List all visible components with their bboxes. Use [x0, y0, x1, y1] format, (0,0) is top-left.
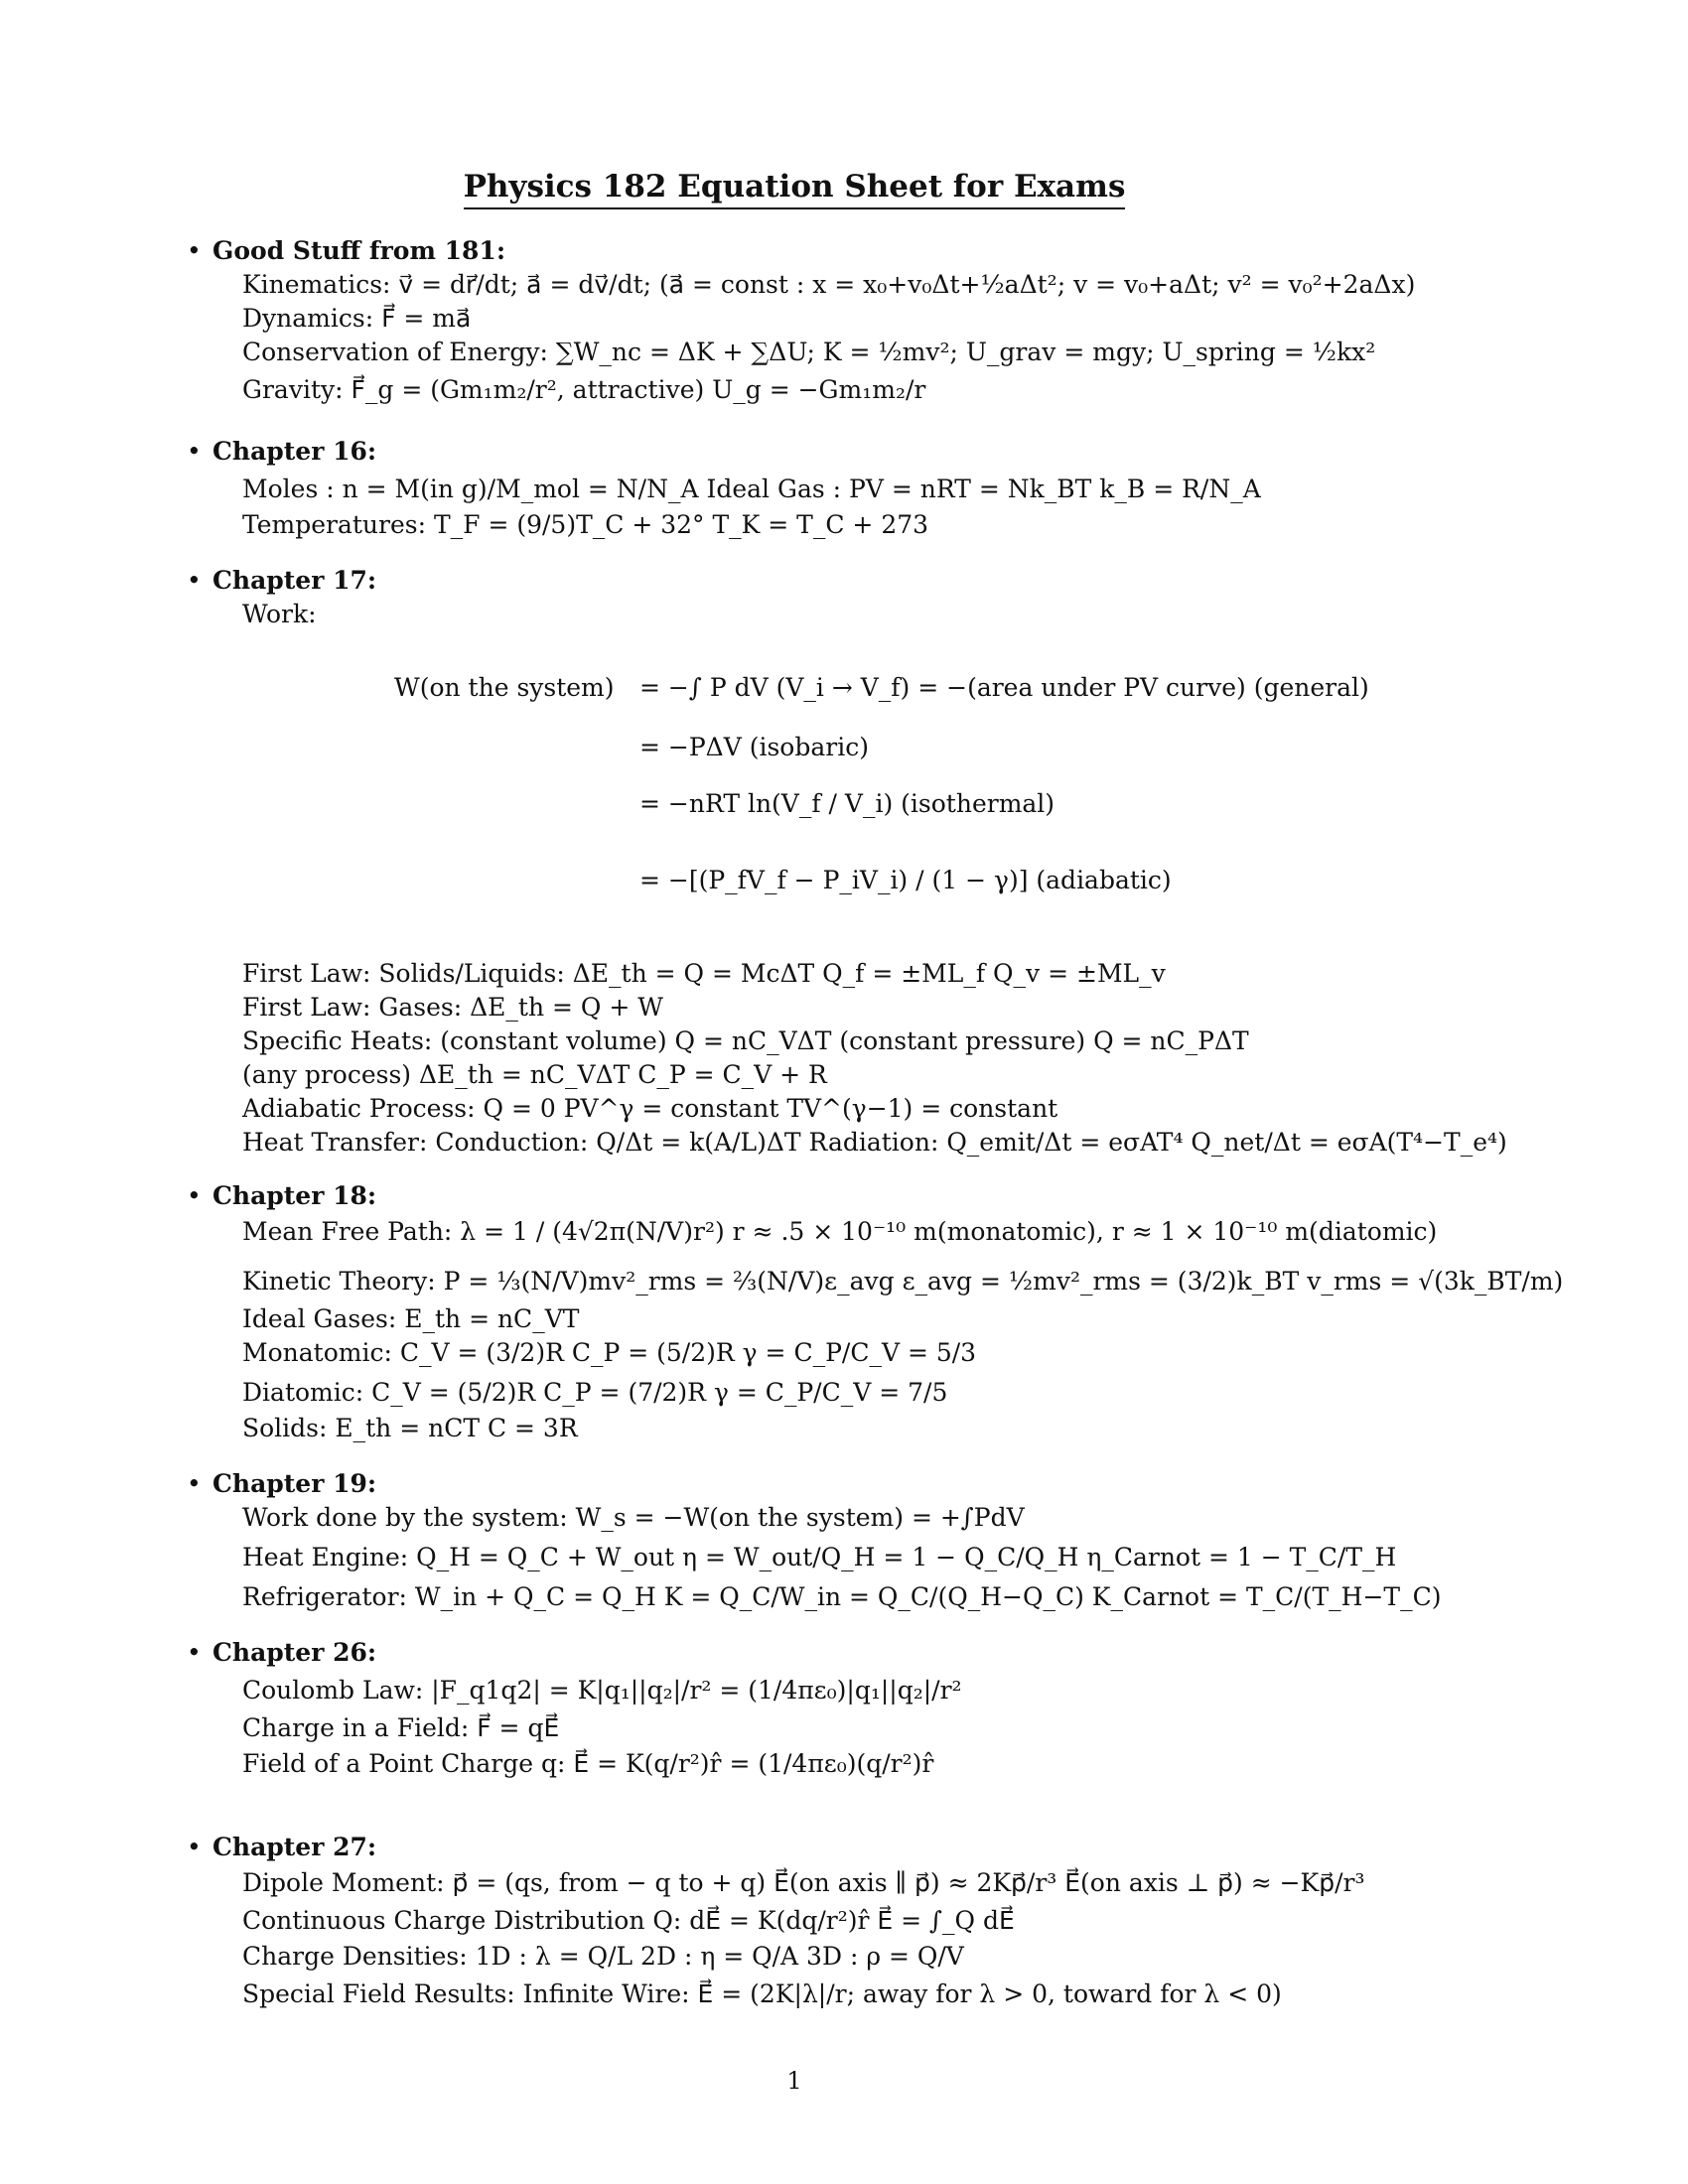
section-heading-26: • Chapter 26: — [212, 1638, 376, 1667]
work-row-isobaric: = −PΔV (isobaric) — [639, 733, 869, 761]
heat-engine-line: Heat Engine: Q_H = Q_C + W_out η = W_out/Q_H = 1 − Q_C/Q_H η_Carnot = 1 − T_C/T_H — [242, 1543, 1397, 1571]
section-heading-18: • Chapter 18: — [212, 1181, 376, 1210]
work-lhs: W(on the system) — [394, 673, 615, 702]
section-heading-181: • Good Stuff from 181: — [212, 236, 505, 265]
charge-in-field-line: Charge in a Field: F⃗ = qE⃗ — [242, 1713, 560, 1742]
special-field-results-line: Special Field Results: Infinite Wire: E⃗ = (2K|λ|/r; away for λ > 0, toward for λ < 0) — [242, 1979, 1282, 2008]
moles-line: Moles : n = M(in g)/M_mol = N/N_A Ideal Gas : PV = nRT = Nk_BT k_B = R/N_A — [242, 475, 1261, 503]
adiabatic-process-line: Adiabatic Process: Q = 0 PV^γ = constant TV^(γ−1) = constant — [242, 1094, 1058, 1123]
work-row-isothermal: = −nRT ln(V_f / V_i) (isothermal) — [639, 789, 1055, 818]
work-row-adiabatic: = −[(P_fV_f − P_iV_i) / (1 − γ)] (adiabatic) — [639, 866, 1172, 894]
work-label: Work: — [242, 600, 317, 628]
gravity-line: Gravity: F⃗_g = (Gm₁m₂/r², attractive) U_g = −Gm₁m₂/r — [242, 375, 926, 404]
first-law-solids-line: First Law: Solids/Liquids: ΔE_th = Q = McΔT Q_f = ±ML_f Q_v = ±ML_v — [242, 959, 1166, 988]
ideal-gases-line: Ideal Gases: E_th = nC_VT — [242, 1304, 580, 1333]
work-by-system-line: Work done by the system: W_s = −W(on the system) = +∫PdV — [242, 1503, 1025, 1532]
work-row-general: = −∫ P dV (V_i → V_f) = −(area under PV curve) (general) — [639, 673, 1369, 702]
page-number: 1 — [786, 2067, 802, 2095]
continuous-charge-line: Continuous Charge Distribution Q: dE⃗ = K(dq/r²)r̂ E⃗ = ∫_Q dE⃗ — [242, 1906, 1015, 1935]
specific-heats-line-2: (any process) ΔE_th = nC_VΔT C_P = C_V + R — [242, 1060, 827, 1089]
point-charge-field-line: Field of a Point Charge q: E⃗ = K(q/r²)r̂ = (1/4πε₀)(q/r²)r̂ — [242, 1749, 934, 1778]
refrigerator-line: Refrigerator: W_in + Q_C = Q_H K = Q_C/W_in = Q_C/(Q_H−Q_C) K_Carnot = T_C/(T_H−T_C) — [242, 1582, 1442, 1611]
section-heading-19: • Chapter 19: — [212, 1469, 376, 1498]
section-heading-17: • Chapter 17: — [212, 566, 376, 595]
heat-transfer-line: Heat Transfer: Conduction: Q/Δt = k(A/L)ΔT Radiation: Q_emit/Δt = eσAT⁴ Q_net/Δt = eσA(T⁴−T_e⁴) — [242, 1128, 1507, 1157]
kinetic-theory-line: Kinetic Theory: P = ⅓(N/V)mv²_rms = ⅔(N/V)ε_avg ε_avg = ½mv²_rms = (3/2)k_BT v_rms = √(3k_BT/m) — [242, 1267, 1564, 1296]
temperatures-line: Temperatures: T_F = (9/5)T_C + 32° T_K = T_C + 273 — [242, 510, 929, 539]
charge-densities-line: Charge Densities: 1D : λ = Q/L 2D : η = Q/A 3D : ρ = Q/V — [242, 1942, 964, 1971]
section-heading-27: • Chapter 27: — [212, 1833, 376, 1861]
coulomb-law-line: Coulomb Law: |F_q1q2| = K|q₁||q₂|/r² = (1/4πε₀)|q₁||q₂|/r² — [242, 1676, 962, 1705]
energy-line: Conservation of Energy: ∑W_nc = ΔK + ∑ΔU; K = ½mv²; U_grav = mgy; U_spring = ½kx² — [242, 338, 1376, 366]
dynamics-line: Dynamics: F⃗ = ma⃗ — [242, 304, 472, 333]
first-law-gases-line: First Law: Gases: ΔE_th = Q + W — [242, 993, 663, 1022]
diatomic-line: Diatomic: C_V = (5/2)R C_P = (7/2)R γ = C_P/C_V = 7/5 — [242, 1378, 948, 1407]
monatomic-line: Monatomic: C_V = (3/2)R C_P = (5/2)R γ = C_P/C_V = 5/3 — [242, 1338, 977, 1367]
kinematics-line: Kinematics: v⃗ = dr⃗/dt; a⃗ = dv⃗/dt; (a⃗ = const : x = x₀+v₀Δt+½aΔt²; v = v₀+aΔt; v² = v₀²+2aΔx) — [242, 270, 1416, 299]
dipole-moment-line: Dipole Moment: p⃗ = (qs, from − q to + q) E⃗(on axis ∥ p⃗) ≈ 2Kp⃗/r³ E⃗(on axis ⊥ p⃗) ≈ −Kp⃗/r³ — [242, 1868, 1365, 1897]
specific-heats-line: Specific Heats: (constant volume) Q = nC_VΔT (constant pressure) Q = nC_PΔT — [242, 1026, 1249, 1055]
page-title: Physics 182 Equation Sheet for Exams — [0, 169, 1589, 205]
solids-line: Solids: E_th = nCT C = 3R — [242, 1414, 578, 1442]
section-heading-16: • Chapter 16: — [212, 437, 376, 466]
mean-free-path-line: Mean Free Path: λ = 1 / (4√2π(N/V)r²) r ≈ .5 × 10⁻¹⁰ m(monatomic), r ≈ 1 × 10⁻¹⁰ m(diatomic) — [242, 1217, 1438, 1246]
